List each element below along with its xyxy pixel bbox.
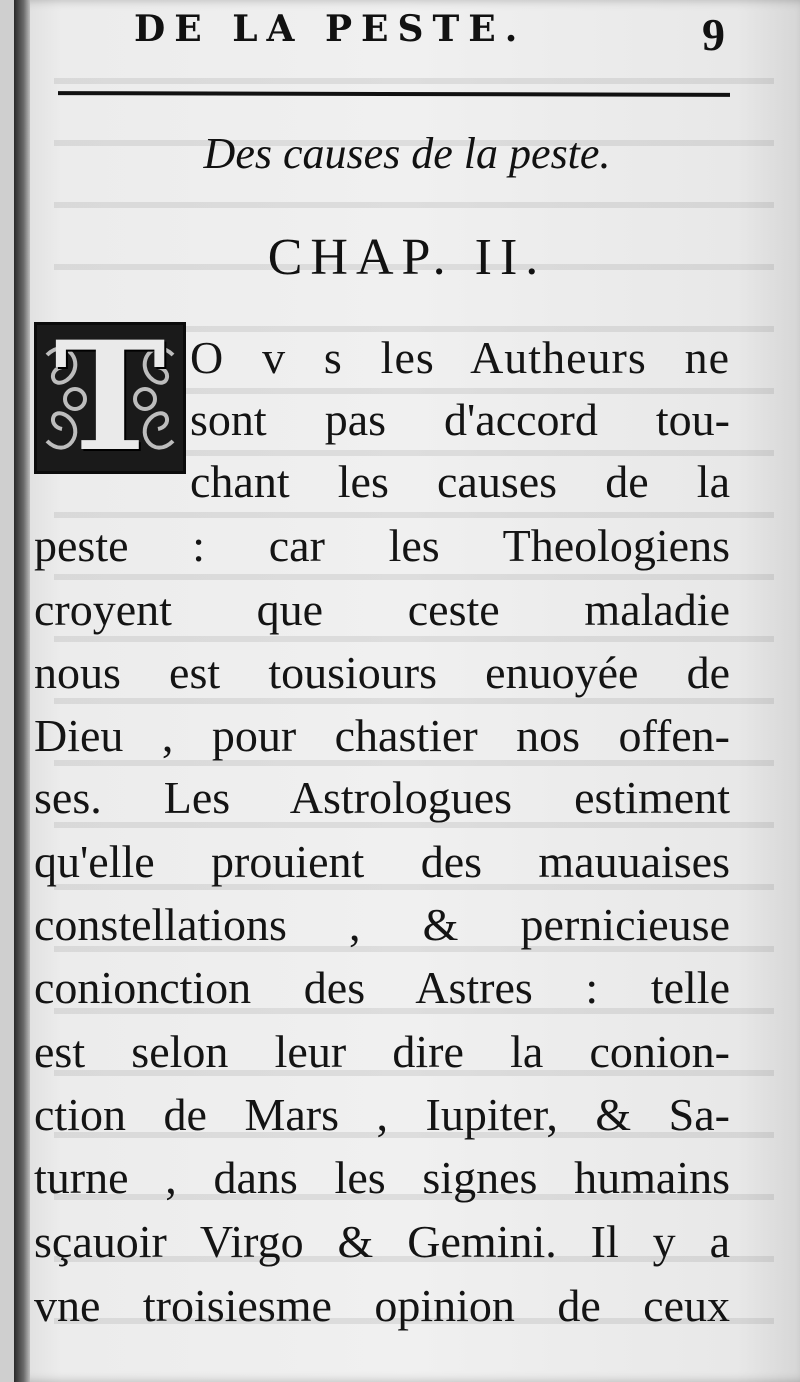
text-line: turne , dans les signes humains: [34, 1152, 730, 1203]
text-line: croyent que ceste maladie: [34, 584, 730, 635]
text-line: constellations , & pernicieuse: [34, 899, 730, 950]
text-line: qu'elle prouient des mauuaises: [34, 836, 730, 887]
book-spine: [14, 0, 30, 1382]
text-line: sçauoir Virgo & Gemini. Il y a: [34, 1216, 730, 1267]
text-line: sont pas d'accord tou-: [190, 394, 730, 445]
text-line: est selon leur dire la conion-: [34, 1026, 730, 1077]
section-title: Des causes de la peste.: [203, 129, 611, 178]
text-line: O v s les Autheurs ne: [190, 332, 730, 383]
running-head: DE LA PESTE.: [134, 8, 527, 50]
drop-cap-letter: T: [54, 322, 166, 474]
text-line: chant les causes de la: [190, 456, 730, 507]
text-line: peste : car les Theologiens: [34, 520, 730, 571]
text-line: ses. Les Astrologues estiment: [34, 772, 730, 823]
text-line: ction de Mars , Iupiter, & Sa-: [34, 1089, 730, 1140]
text-line: conionction des Astres : telle: [34, 962, 730, 1013]
text-line: nous est tousiours enuoyée de: [34, 647, 730, 698]
page-number: 9: [702, 9, 725, 60]
text-line: vne troisiesme opinion de ceux: [34, 1280, 730, 1331]
book-page: [14, 0, 800, 1382]
chapter-heading: CHAP. II.: [267, 229, 547, 286]
ornamental-drop-cap: [34, 322, 186, 474]
text-line: Dieu , pour chastier nos offen-: [34, 710, 730, 761]
